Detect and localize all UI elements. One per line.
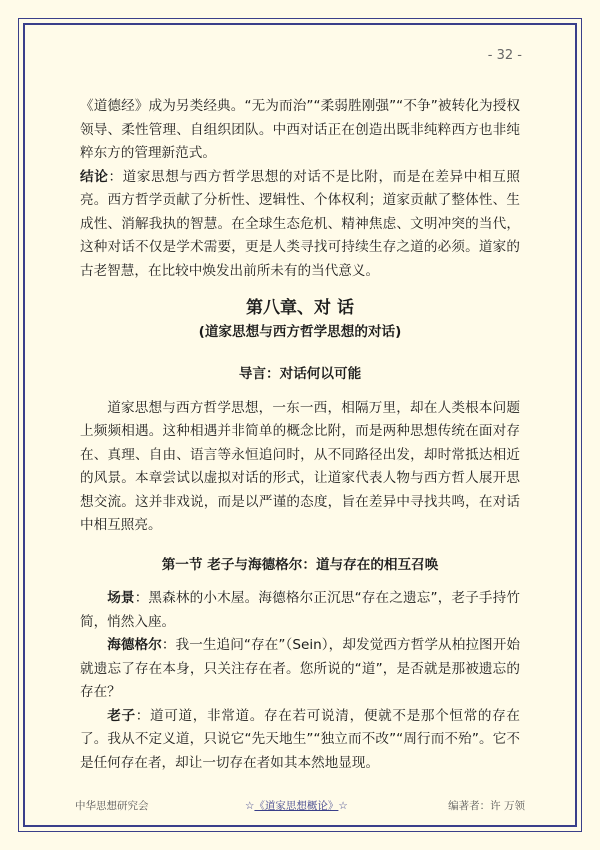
heidegger-paragraph (80, 634, 520, 705)
conclusion-text: ：道家思想与西方哲学思想的对话不是比附，而是在差异中相互照亮。西方哲学贡献了分析性、逻辑性、个体权利；道家贡献了整体性、生成性、消解我执的智慧。在全球生态危机、精神焦虑、文明冲突的当代，这种对话不仅是学术需要，更是人类寻找可持续生存之道的必须。道家的古老智慧，在比较中焕发出前所未有的当代意义。 (80, 168, 521, 279)
page-content (80, 95, 520, 775)
scene-label: 场景 (107, 590, 135, 606)
laozi-label: 老子 (107, 707, 136, 724)
laozi-text: ：道可道，非常道。存在若可说清，便就不是那个恒常的存在了。我从不定义道，只说它“先天地生”“独立而不改”“周行而不殆”。它不是任何存在者，却让一切存在者如其本然地显现。 (80, 707, 520, 771)
conclusion-label: 结论 (80, 168, 109, 185)
star-icon: ☆ (338, 800, 348, 812)
intro-paragraph: 道家思想与西方哲学思想，一东一西，相隔万里，却在人类根本问题上频频相遇。这种相遇并非简单的概念比附，而是两种思想传统在面对存在、真理、自由、语言等永恒追问时，从不同路径出发，却时常抵达相近的风景。本章尝试以虚拟对话的形式，让道家代表人物与西方哲人展开思想交流。这并非戏说，而是以严谨的态度，旨在差异中寻找共鸣，在对话中相互照亮。 (80, 399, 520, 533)
laozi-paragraph (80, 705, 520, 776)
scene-paragraph (80, 587, 520, 634)
heidegger-text: ：我一生追问“存在”（Sein），却发觉西方哲学从柏拉图开始就遗忘了存在本身，只关注存在者。您所说的“道”，是否就是那被遗忘的存在？ (80, 637, 520, 700)
page-number: - 32 - (487, 48, 522, 63)
scene-text: ：黑森林的小木屋。海德格尔正沉思“存在之遗忘”，老子手持竹简，悄然入座。 (80, 590, 521, 630)
footer-author: 编著者：许 万领 (448, 800, 525, 812)
chapter-title: 第八章、对 话 (246, 298, 354, 318)
star-icon: ☆ (245, 800, 255, 812)
heidegger-label: 海德格尔 (107, 637, 162, 653)
paragraph-continued: 《道德经》成为另类经典。“无为而治”“柔弱胜刚强”“不争”被转化为授权领导、柔性管理、自组织团队。中西对话正在创造出既非纯粹西方也非纯粹东方的管理新范式。 (80, 98, 520, 161)
conclusion-paragraph (80, 166, 520, 284)
footer-book-link[interactable]: 《道家思想概论》 (254, 800, 339, 812)
footer-book-title (245, 798, 348, 813)
footer-organization: 中华思想研究会 (75, 800, 149, 812)
intro-title: 导言：对话何以可能 (238, 366, 362, 382)
chapter-subtitle: (道家思想与西方哲学思想的对话) (198, 324, 402, 340)
section-title: 第一节 老子与海德格尔：道与存在的相互召唤 (161, 556, 439, 573)
